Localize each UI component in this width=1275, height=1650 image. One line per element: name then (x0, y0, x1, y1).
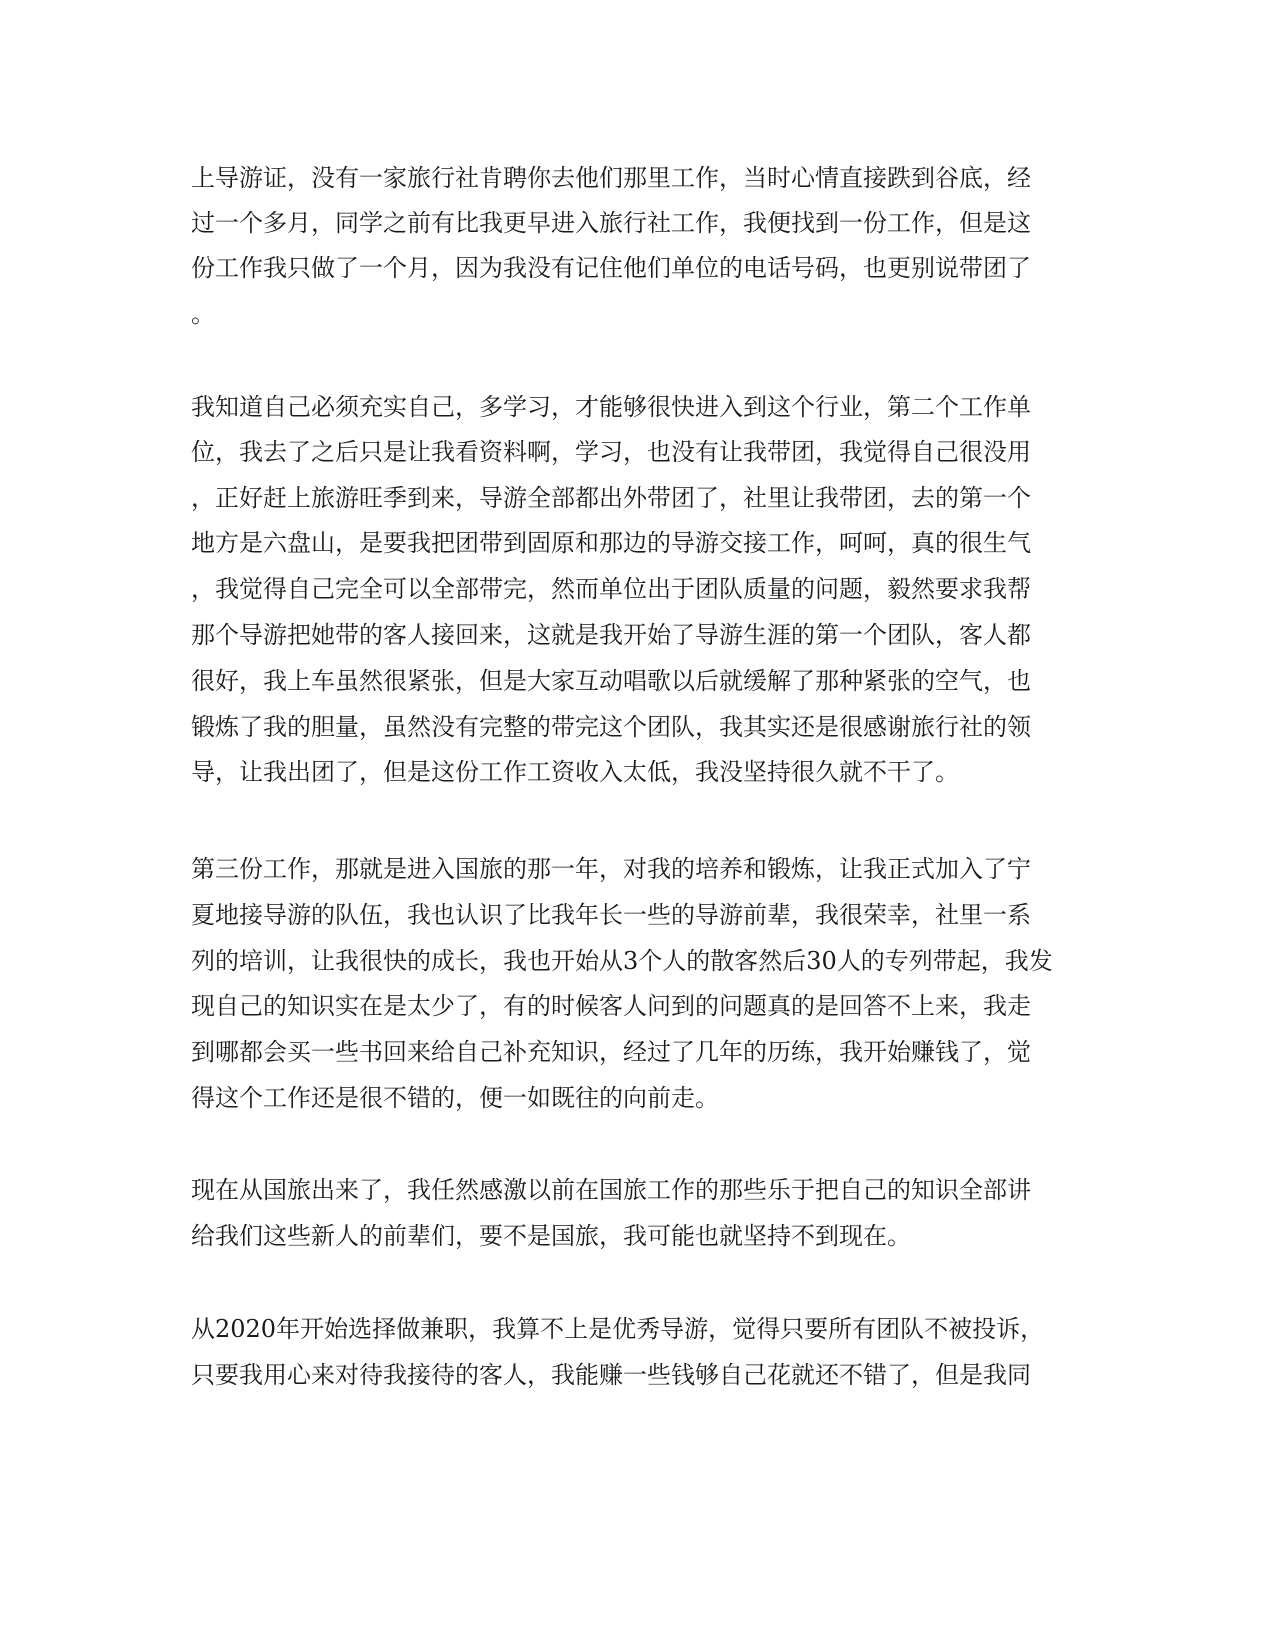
text-line: 很好，我上车虽然很紧张，但是大家互动唱歌以后就缓解了那种紧张的空气，也 (191, 667, 1031, 695)
text-line: 得这个工作还是很不错的，便一如既往的向前走。 (191, 1084, 719, 1112)
text-line: 。 (191, 300, 215, 328)
text-line: 上导游证，没有一家旅行社肯聘你去他们那里工作，当时心情直接跌到谷底，经 (191, 164, 1031, 192)
text-line: 过一个多月，同学之前有比我更早进入旅行社工作，我便找到一份工作，但是这 (191, 209, 1031, 237)
text-line: 给我们这些新人的前辈们，要不是国旅，我可能也就坚持不到现在。 (191, 1222, 911, 1250)
text-line: ，正好赶上旅游旺季到来，导游全部都出外带团了，社里让我带团，去的第一个 (191, 484, 1031, 512)
text-line: 到哪都会买一些书回来给自己补充知识，经过了几年的历练，我开始赚钱了，觉 (191, 1038, 1031, 1066)
text-line: 我知道自己必须充实自己，多学习，才能够很快进入到这个行业，第二个工作单 (191, 393, 1031, 421)
text-line: 现在从国旅出来了，我任然感激以前在国旅工作的那些乐于把自己的知识全部讲 (191, 1176, 1031, 1204)
text-line: 份工作我只做了一个月，因为我没有记住他们单位的电话号码，也更别说带团了 (191, 254, 1031, 282)
text-line: ，我觉得自己完全可以全部带完，然而单位出于团队质量的问题，毅然要求我帮 (191, 575, 1031, 603)
text-line: 地方是六盘山，是要我把团带到固原和那边的导游交接工作，呵呵，真的很生气 (191, 529, 1031, 557)
text-line: 锻炼了我的胆量，虽然没有完整的带完这个团队，我其实还是很感谢旅行社的领 (191, 713, 1031, 741)
text-line: 那个导游把她带的客人接回来，这就是我开始了导游生涯的第一个团队，客人都 (191, 621, 1031, 649)
text-line: 夏地接导游的队伍，我也认识了比我年长一些的导游前辈，我很荣幸，社里一系 (191, 901, 1031, 929)
text-line: 第三份工作，那就是进入国旅的那一年，对我的培养和锻炼，让我正式加入了宁 (191, 855, 1031, 883)
text-line: 列的培训，让我很快的成长，我也开始从3个人的散客然后30人的专列带起，我发 (191, 947, 1053, 975)
text-line: 只要我用心来对待我接待的客人，我能赚一些钱够自己花就还不错了，但是我同 (191, 1361, 1031, 1389)
text-line: 导，让我出团了，但是这份工作工资收入太低，我没坚持很久就不干了。 (191, 758, 959, 786)
text-line: 从2020年开始选择做兼职，我算不上是优秀导游，觉得只要所有团队不被投诉， (191, 1315, 1045, 1343)
text-line: 位，我去了之后只是让我看资料啊，学习，也没有让我带团，我觉得自己很没用 (191, 438, 1031, 466)
text-line: 现自己的知识实在是太少了，有的时候客人问到的问题真的是回答不上来，我走 (191, 992, 1031, 1020)
